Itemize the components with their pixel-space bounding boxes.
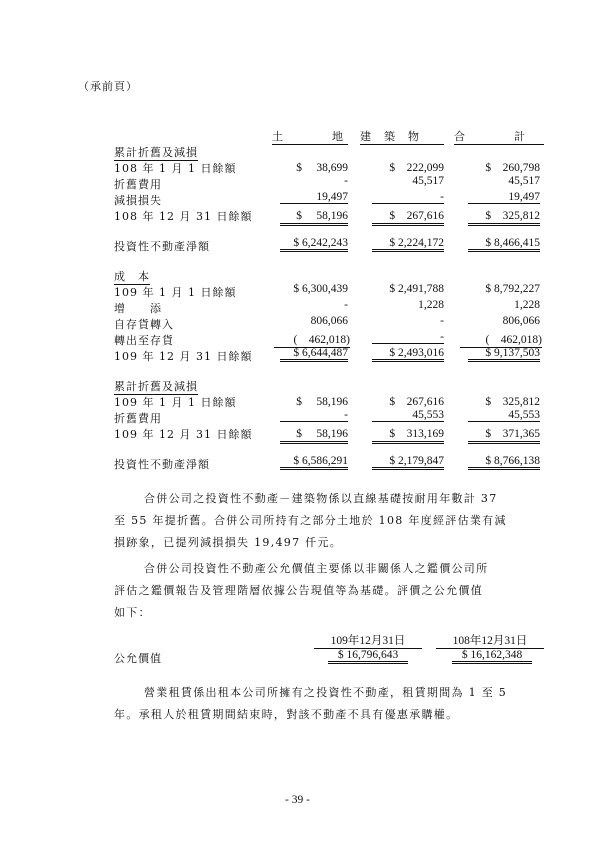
cell-total: $ 8,466,415 [468,237,540,252]
row-label: 109 年 1 月 1 日餘額 [114,286,237,299]
continued-note: （承前頁） [78,80,138,93]
paragraph-line: 至 55 年提折舊。合併公司所持有之部分土地於 108 年度經評估業有減 [114,514,507,527]
cell-building: $ 2,491,788 [389,283,444,295]
paragraph-line: 評估之鑑價報告及管理階層依據公告現值等為基礎。評價之公允價值 [114,584,483,597]
cell-land: $ 58,196 [296,396,348,408]
row-label: 109 年 1 月 1 日餘額 [114,396,237,409]
page-number: - 39 - [285,794,310,806]
cell-land: ( 462,018) [274,331,350,348]
cell-building: $ 222,099 [389,162,444,174]
cell-building: $ 2,493,016 [372,347,444,362]
fair-value-col-108: 108年12月31日 [436,632,544,649]
cell-total: $ 260,798 [485,162,540,174]
cell-land: $ 6,644,487 [280,347,348,362]
row-label: 自存貨轉入 [114,318,174,331]
row-label: 轉出至存貨 [114,334,174,347]
row-label: 增 添 [114,302,162,315]
cell-total: 806,066 [502,315,540,327]
col-header-land: 土 地 [272,128,348,145]
paragraph-line: 合併公司之投資性不動產－建築物係以直線基礎按耐用年數計 37 [144,492,498,505]
row-label: 折舊費用 [114,412,162,425]
row-label: 109 年 12 月 31 日餘額 [114,350,253,363]
cell-total: 19,497 [468,191,540,204]
cell-total: 45,517 [508,175,540,187]
paragraph-line: 如下： [114,606,151,619]
cell-building: $ 2,179,847 [372,455,444,470]
cell-building: 1,228 [418,299,444,311]
cell-total: 45,553 [468,409,540,422]
cell-total: ( 462,018) [460,331,542,348]
row-label: 減損損失 [114,194,162,207]
col-header-building: 建 築 物 [360,128,444,145]
fair-value-108: $ 16,162,348 [452,649,532,664]
row-label: 108 年 12 月 31 日餘額 [114,210,253,223]
cell-total: 1,228 [514,299,540,311]
cell-building: - [372,331,444,344]
cell-land: $ 58,196 [280,207,348,226]
section-title: 累計折舊及減損 [114,146,198,159]
cell-total: $ 9,137,503 [468,347,540,362]
cell-land: - [280,409,348,422]
cell-land: - [344,299,348,311]
cell-total: $ 325,812 [468,207,540,226]
section-title: 累計折舊及減損 [114,380,198,393]
fair-value-109: $ 16,796,643 [328,649,408,664]
cell-land: $ 38,699 [296,162,348,174]
paragraph-line: 年。承租人於租賃期間結束時，對該不動產不具有優惠承購權。 [114,708,459,721]
section-title: 成 本 [114,270,150,283]
cell-total: $ 371,365 [468,425,540,444]
cell-total: $ 8,766,138 [468,455,540,470]
cell-land: $ 6,586,291 [280,455,348,470]
row-label: 109 年 12 月 31 日餘額 [114,428,253,441]
fair-value-col-109: 109年12月31日 [314,632,422,649]
cell-building: $ 2,224,172 [372,237,444,252]
cell-building: $ 313,169 [372,425,444,444]
row-label: 108 年 1 月 1 日餘額 [114,162,237,175]
cell-land: 19,497 [280,191,348,204]
row-label: 投資性不動產淨額 [114,240,210,253]
cell-building: 45,517 [412,175,444,187]
cell-total: $ 325,812 [485,396,540,408]
paragraph-line: 合併公司投資性不動產公允價值主要係以非關係人之鑑價公司所 [144,562,489,575]
fair-value-label: 公允價值 [114,652,162,665]
cell-land: $ 6,300,439 [293,283,348,295]
row-label: 投資性不動產淨額 [114,458,210,471]
paragraph-line: 損跡象，已提列減損損失 19,497 仟元。 [114,536,343,549]
cell-building: $ 267,616 [389,396,444,408]
cell-building: $ 267,616 [372,207,444,226]
cell-building: 45,553 [372,409,444,422]
cell-total: $ 8,792,227 [485,283,540,295]
col-header-total: 合 計 [454,128,544,145]
row-label: 折舊費用 [114,178,162,191]
paragraph-line: 營業租賃係出租本公司所擁有之投資性不動產，租賃期間為 1 至 5 [144,686,508,699]
cell-building: - [372,191,444,204]
cell-land: $ 58,196 [280,425,348,444]
cell-land: 806,066 [310,315,348,327]
cell-building: - [440,315,444,327]
cell-land: $ 6,242,243 [280,237,348,252]
cell-land: - [344,175,348,187]
